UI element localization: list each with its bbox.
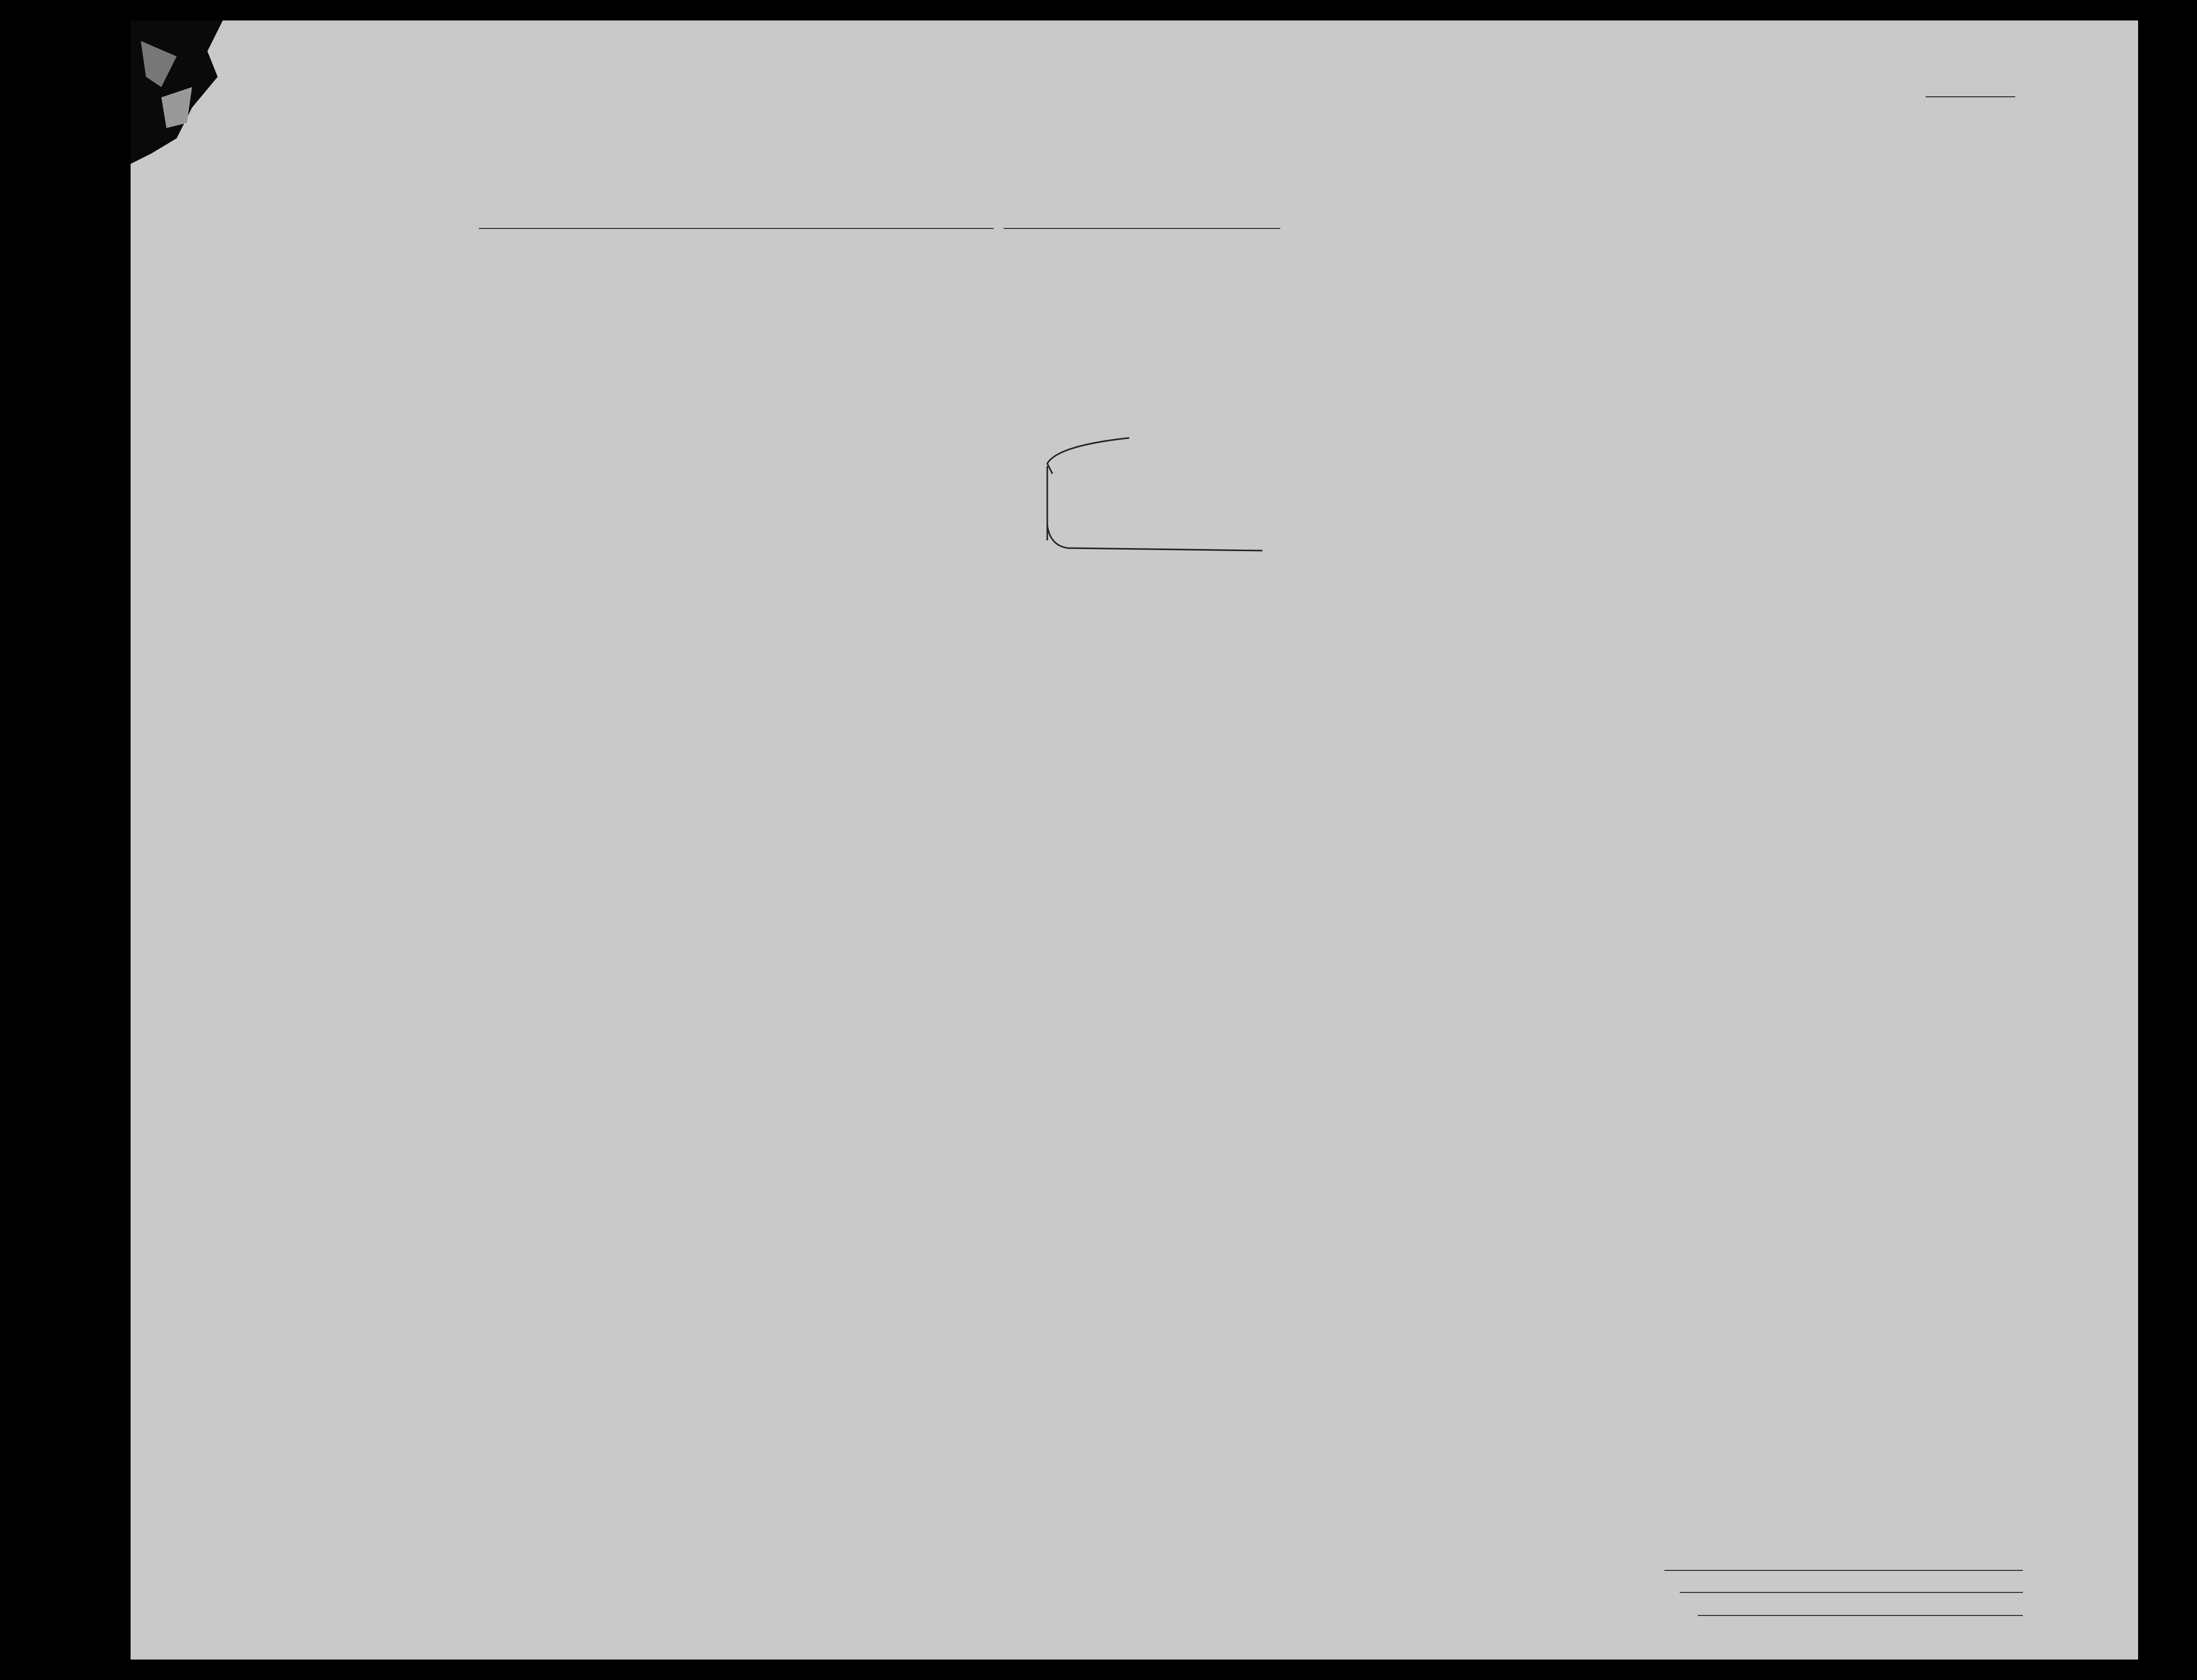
agents-underline	[1698, 1615, 2023, 1616]
owners-underline	[1680, 1592, 2023, 1593]
handwritten-bracket	[1037, 425, 1314, 594]
line-underline	[1664, 1570, 2023, 1571]
manifest-grid	[131, 20, 2138, 1660]
manifest-sheet	[131, 20, 2138, 1660]
